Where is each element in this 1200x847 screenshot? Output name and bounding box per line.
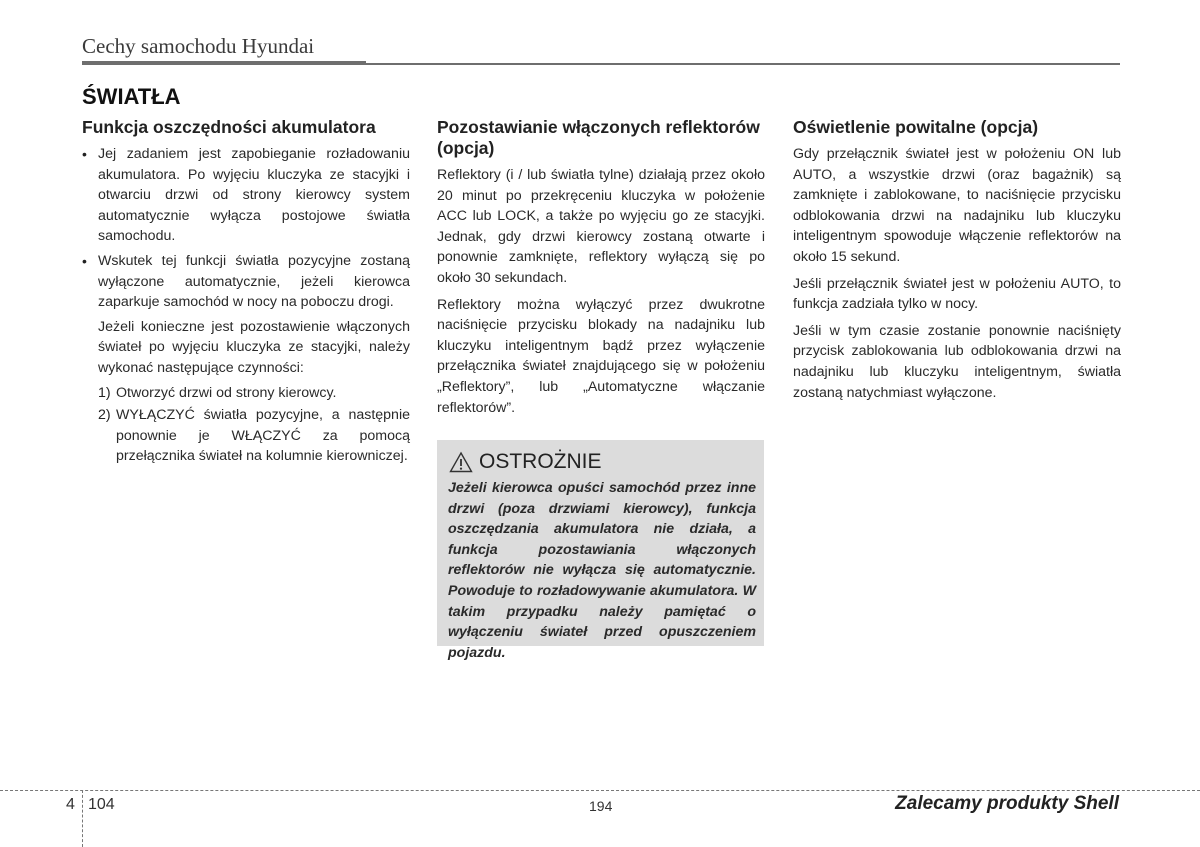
column-headlight-escort	[437, 117, 765, 424]
step-text: Otworzyć drzwi od strony kierowcy.	[116, 384, 337, 401]
headlight-escort-paragraph-2: Reflektory można wyłączyć przez dwukrotne naciśnięcie przycisku blokady na nadajniku lub kluczyku inteligentnym bądź przez wyłączenie przełącznika świateł znajdującego się w położeniu „Reflektory”, lub „Automatyczne włączanie reflektorów”.	[437, 296, 765, 416]
footer-divider	[0, 790, 1200, 791]
step-text: WYŁĄCZYĆ światła pozycyjne, a następnie ponownie je WŁĄCZYĆ za pomocą przełącznika świateł na kolumnie kierowniczej.	[116, 407, 410, 465]
chapter-number: 4	[66, 796, 75, 813]
welcome-light-paragraph-1: Gdy przełącznik świateł jest w położeniu ON lub AUTO, a wszystkie drzwi (oraz bagażnik) są zamknięte i zablokowane, to naciśnięcie przycisku odblokowania drzwi na nadajniku lub kluczyku inteligentnym spowoduje włączenie reflektorów na około 15 sekund.	[793, 146, 1121, 265]
battery-saver-bullet-2: Wskutek tej funkcji światła pozycyjne zostaną wyłączone automatycznie, jeżeli kierowca zaparkuje samochód w nocy na poboczu drogi.	[98, 252, 410, 311]
list-item	[82, 251, 410, 379]
caution-text: Jeżeli kierowca opuści samochód przez inne drzwi (poza drzwiami kierowcy), funkcja oszczędzania akumulatora nie działa, a funkcja pozostawiania włączonych reflektorów nie wyłącza się automatycznie. Powoduje to rozładowywanie akumulatora. W takim przypadku należy pamiętać o wyłączeniu świateł przed opuszczeniem pojazdu.	[448, 480, 756, 661]
headlight-escort-heading: Pozostawianie włączonych reflektorów (opcja)	[437, 117, 760, 158]
step-item	[82, 405, 410, 467]
headlight-escort-paragraph-1: Reflektory (i / lub światła tylne) działają przez około 20 minut po przekręceniu kluczyka w położenie ACC lub LOCK, a także po wyjęciu go ze stacyjki. Jednak, gdy drzwi kierowcy zostaną otwarte i ponownie zamknięte, reflektory wyłączą się po około 30 sekundach.	[437, 167, 765, 286]
document-page-number: 194	[589, 798, 613, 814]
footer-vertical-divider	[82, 790, 83, 847]
section-title: ŚWIATŁA	[82, 84, 181, 109]
column-battery-saver	[82, 117, 410, 469]
battery-saver-bullet-1: Jej zadaniem jest zapobieganie rozładowaniu akumulatora. Po wyjęciu kluczyka ze stacyjki i otwarciu drzwi od strony kierowcy system automatycznie wyłącza postojowe światła samochodu.	[98, 146, 410, 245]
bullet-mark: •	[82, 252, 87, 269]
bullet-mark: •	[82, 146, 87, 162]
step-item	[82, 383, 410, 404]
header-bar	[82, 61, 366, 65]
warning-triangle-icon	[449, 451, 473, 473]
battery-saver-heading: Funkcja oszczędności akumulatora	[82, 117, 376, 137]
welcome-light-heading: Oświetlenie powitalne (opcja)	[793, 117, 1039, 137]
welcome-light-paragraph-2: Jeśli przełącznik świateł jest w położeniu AUTO, to funkcja zadziała tylko w nocy.	[793, 275, 1121, 313]
column-welcome-light	[793, 117, 1121, 409]
footer-slogan: Zalecamy produkty Shell	[895, 793, 1119, 814]
page-number: 104	[88, 796, 115, 813]
list-item	[82, 144, 410, 247]
welcome-light-paragraph-3: Jeśli w tym czasie zostanie ponownie naciśnięty przycisk zablokowania lub odblokowania drzwi na nadajniku lub kluczyku inteligentnym, światła zostaną natychmiast wyłączone.	[793, 322, 1121, 401]
caution-title: OSTROŻNIE	[479, 450, 602, 473]
header-rule	[366, 63, 1120, 65]
battery-saver-bullet-2-continued: Jeżeli konieczne jest pozostawienie włączonych świateł po wyjęciu kluczyka ze stacyjki, należy wykonać następujące czynności:	[98, 318, 410, 376]
caution-header	[449, 450, 602, 474]
step-number: 1)	[98, 384, 111, 401]
step-number: 2)	[98, 407, 111, 424]
caution-box	[437, 440, 764, 661]
header-title: Cechy samochodu Hyundai	[82, 34, 315, 58]
